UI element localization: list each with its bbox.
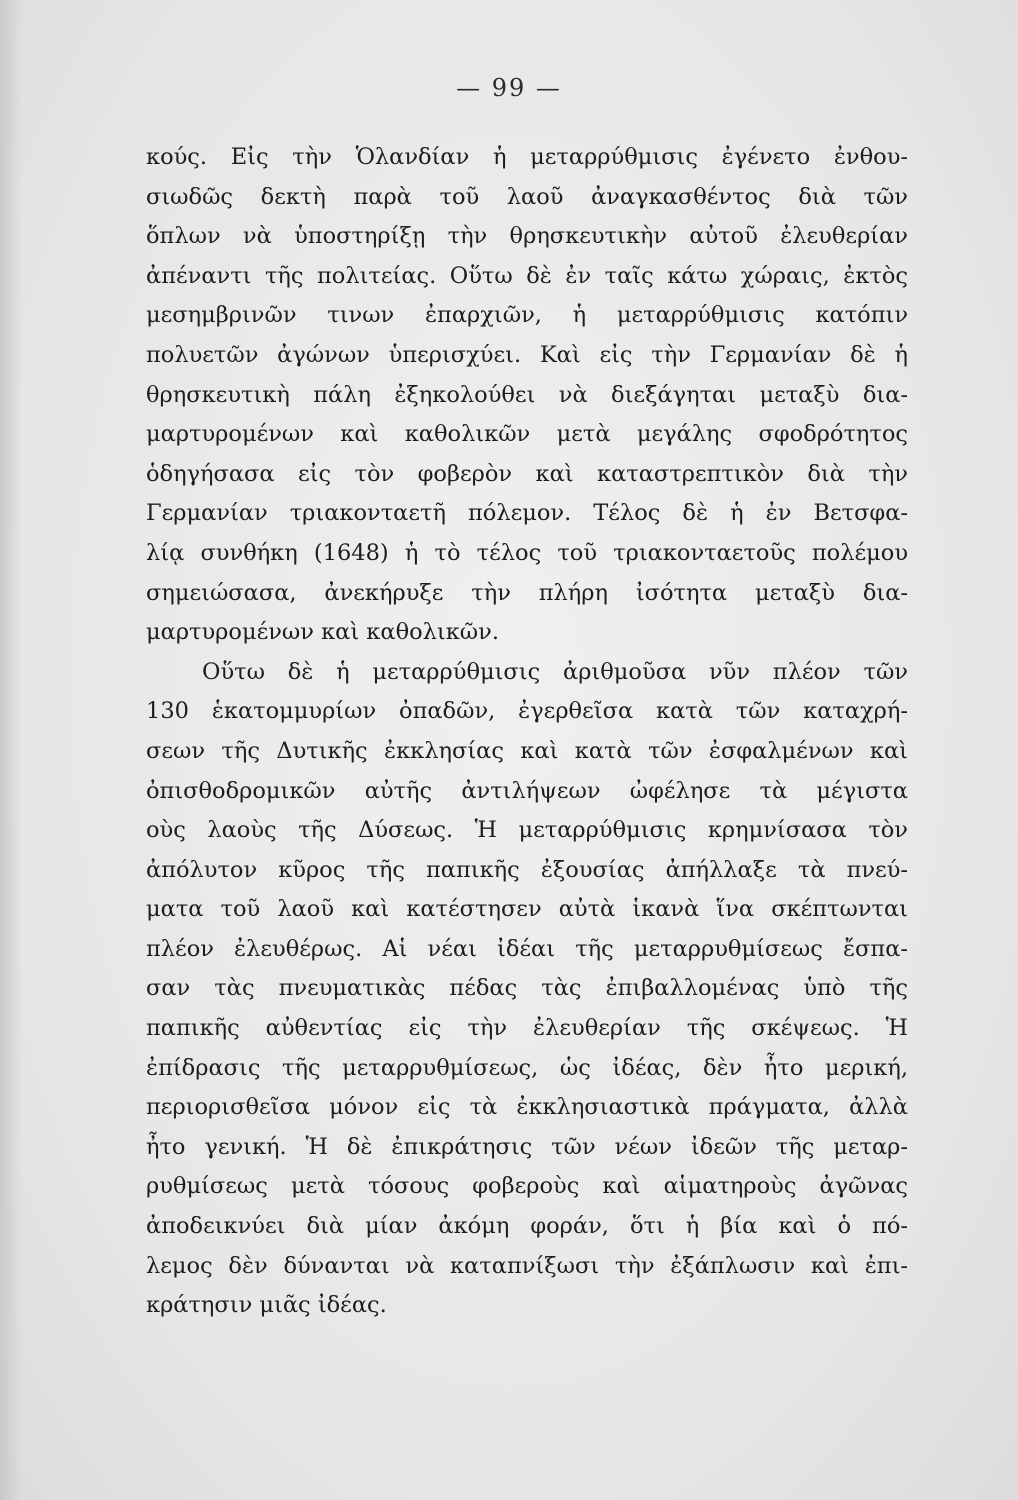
- text-line: ὀπισθοδρομικῶν αὐτῆς ἀντιλήψεων ὠφέλησε τὰ μέγιστα: [146, 777, 908, 804]
- paragraph-2: [146, 653, 908, 1326]
- text-line: ρυθμίσεως μετὰ τόσους φοβεροὺς καὶ αἱματηροὺς ἀγῶνας: [146, 1173, 908, 1200]
- text-line: ἀπόλυτον κῦρος τῆς παπικῆς ἐξουσίας ἀπήλλαξε τὰ πνεύ-: [146, 856, 908, 883]
- text-line: μεσημβρινῶν τινων ἐπαρχιῶν, ἡ μεταρρύθμισις κατόπιν: [146, 302, 908, 329]
- text-line: οὺς λαοὺς τῆς Δύσεως. Ἡ μεταρρύθμισις κρημνίσασα τὸν: [146, 817, 908, 844]
- text-line: ὅπλων νὰ ὑποστηρίξῃ τὴν θρησκευτικὴν αὐτοῦ ἐλευθερίαν: [146, 223, 908, 250]
- text-line: πολυετῶν ἀγώνων ὑπερισχύει. Καὶ εἰς τὴν Γερμανίαν δὲ ἡ: [146, 341, 908, 368]
- text-line: ματα τοῦ λαοῦ καὶ κατέστησεν αὐτὰ ἱκανὰ ἵνα σκέπτωνται: [146, 896, 908, 923]
- text-line: παπικῆς αὐθεντίας εἰς τὴν ἐλευθερίαν τῆς σκέψεως. Ἡ: [146, 1015, 908, 1042]
- text-line: μαρτυρομένων καὶ καθολικῶν.: [146, 619, 499, 646]
- text-line: ὁδηγήσασα εἰς τὸν φοβερὸν καὶ καταστρεπτικὸν διὰ τὴν: [146, 460, 908, 487]
- text-line: σεων τῆς Δυτικῆς ἐκκλησίας καὶ κατὰ τῶν ἐσφαλμένων καὶ: [146, 737, 908, 764]
- text-line: ἀπέναντι τῆς πολιτείας. Οὕτω δὲ ἐν ταῖς κάτω χώραις, ἐκτὸς: [146, 262, 908, 289]
- text-line: σημειώσασα, ἀνεκήρυξε τὴν πλήρη ἰσότητα μεταξὺ δια-: [146, 579, 908, 606]
- text-line: λίᾳ συνθήκη (1648) ἡ τὸ τέλος τοῦ τριακονταετοῦς πολέμου: [146, 539, 908, 566]
- text-line: ἀποδεικνύει διὰ μίαν ἀκόμη φοράν, ὅτι ἡ βία καὶ ὁ πό-: [146, 1213, 908, 1240]
- text-line: σαν τὰς πνευματικὰς πέδας τὰς ἐπιβαλλομένας ὑπὸ τῆς: [146, 975, 908, 1002]
- binding-edge-shadow: [0, 0, 22, 1500]
- text-line: ἦτο γενική. Ἡ δὲ ἐπικράτησις τῶν νέων ἰδεῶν τῆς μεταρ-: [146, 1133, 908, 1160]
- text-line: κούς. Εἰς τὴν Ὁλανδίαν ἡ μεταρρύθμισις ἐγένετο ἐνθου-: [146, 144, 908, 170]
- text-line: ἐπίδρασις τῆς μεταρρυθμίσεως, ὡς ἰδέας, δὲν ἦτο μερική,: [146, 1054, 908, 1081]
- text-line: λεμος δὲν δύνανται νὰ καταπνίξωσι τὴν ἐξάπλωσιν καὶ ἐπι-: [146, 1252, 908, 1279]
- page-number: — 99 —: [456, 74, 562, 102]
- text-line: Γερμανίαν τριακονταετῆ πόλεμον. Τέλος δὲ ἡ ἐν Βετσφα-: [146, 500, 908, 527]
- text-line: μαρτυρομένων καὶ καθολικῶν μετὰ μεγάλης σφοδρότητος: [146, 421, 908, 448]
- paragraph-1: [146, 138, 908, 653]
- text-line: Οὕτω δὲ ἡ μεταρρύθμισις ἀριθμοῦσα νῦν πλέον τῶν: [202, 658, 908, 685]
- text-line: κράτησιν μιᾶς ἰδέας.: [146, 1292, 387, 1319]
- text-line: σιωδῶς δεκτὴ παρὰ τοῦ λαοῦ ἀναγκασθέντος διὰ τῶν: [146, 183, 908, 210]
- text-line: πλέον ἐλευθέρως. Αἱ νέαι ἰδέαι τῆς μεταρρυθμίσεως ἔσπα-: [146, 935, 908, 962]
- text-line: θρησκευτικὴ πάλη ἐξηκολούθει νὰ διεξάγηται μεταξὺ δια-: [146, 381, 908, 408]
- text-line: περιορισθεῖσα μόνον εἰς τὰ ἐκκλησιαστικὰ πράγματα, ἀλλὰ: [146, 1094, 908, 1121]
- body-text: [146, 138, 908, 1326]
- text-line: 130 ἑκατομμυρίων ὀπαδῶν, ἐγερθεῖσα κατὰ τῶν καταχρή-: [146, 698, 908, 725]
